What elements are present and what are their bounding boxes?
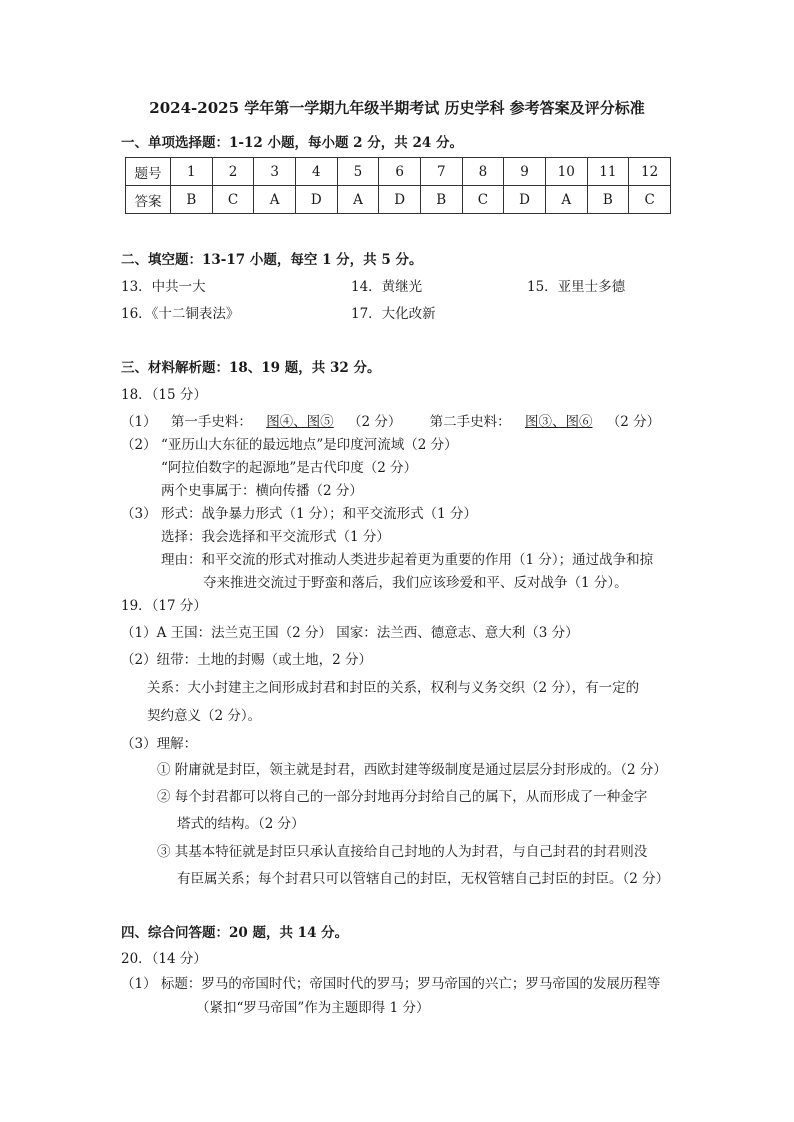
q19-part3: （3）理解： [121, 736, 198, 752]
q20-part1-line2: （紧扣“罗马帝国”作为主题即得 1 分） [196, 1000, 430, 1016]
q18-part3-line4: 夺来推进交流过于野蛮和落后，我们应该珍爱和平、反对战争（1 分）。 [203, 575, 628, 591]
q18-part3-line2: 选择：我会选择和平交流形式（1 分） [161, 529, 390, 545]
section2-heading: 二、填空题：13-17 小题，每空 1 分，共 5 分。 [121, 252, 423, 268]
table-cell: B [587, 186, 629, 214]
table-cell: C [462, 186, 504, 214]
table-cell: 6 [379, 158, 421, 186]
fill-answer-17: 17．大化改新 [351, 306, 436, 322]
table-cell: D [295, 186, 337, 214]
answer-table [125, 157, 671, 214]
q19-item2-line2: 塔式的结构。（2 分） [177, 816, 305, 832]
q19-part2-line2: 关系：大小封建主之间形成封君和封臣的关系，权利与义务交织（2 分），有一定的 [147, 680, 640, 696]
section1-heading: 一、单项选择题：1-12 小题，每小题 2 分，共 24 分。 [121, 135, 463, 151]
table-cell: 11 [587, 158, 629, 186]
q19-heading: 19．（17 分） [121, 598, 207, 614]
q18-part1 [121, 410, 660, 430]
q18-part3-line3: 理由：和平交流的形式对推动人类进步起着更为重要的作用（1 分）；通过战争和掠 [161, 552, 654, 568]
table-cell: B [171, 186, 213, 214]
section4-heading: 四、综合问答题：20 题，共 14 分。 [121, 925, 349, 941]
table-cell: 1 [171, 158, 213, 186]
primary-source-score: （2 分） [347, 414, 402, 430]
q19-part2-line3: 契约意义（2 分）。 [147, 708, 262, 724]
q18-part3-number: （3） [121, 506, 157, 522]
q19-item3-line1: ③ 其基本特征就是封臣只承认直接给自己封地的人为封君，与自己封君的封君则没 [157, 844, 648, 860]
table-header-cell: 答案 [126, 186, 171, 214]
table-cell: 12 [629, 158, 671, 186]
fill-answer-13: 13．中共一大 [121, 279, 206, 295]
fill-answer-16: 16．《十二铜表法》 [121, 306, 240, 322]
q18-part2-line1: “亚历山大东征的最远地点”是印度河流域（2 分） [161, 437, 458, 453]
q19-part2: （2）纽带：土地的封赐（或土地，2 分） [121, 652, 372, 668]
q19-item2-line1: ② 每个封君都可以将自己的一部分封地再分封给自己的属下，从而形成了一种金字 [157, 789, 648, 805]
q19-item3-line2: 有臣属关系；每个封君只可以管辖自己的封臣，无权管辖自己封臣的封臣。（2 分） [177, 871, 670, 887]
fill-answer-14: 14．黄继光 [351, 279, 423, 295]
q20-part1-line1: （1） 标题：罗马的帝国时代；帝国时代的罗马；罗马帝国的兴亡；罗马帝国的发展历程等 [121, 976, 661, 992]
table-cell: 3 [254, 158, 296, 186]
q19-part1: （1）A 王国：法兰克王国（2 分） 国家：法兰西、德意志、意大利（3 分） [121, 625, 579, 641]
part-number: （1） [121, 414, 157, 430]
table-cell: 7 [420, 158, 462, 186]
table-cell: 4 [295, 158, 337, 186]
primary-source-label: 第一手史料： [170, 414, 252, 430]
fill-answer-15: 15．亚里士多德 [527, 279, 626, 295]
q18-part3-line1: 形式：战争暴力形式（1 分）；和平交流形式（1 分） [161, 506, 478, 522]
secondary-source-label: 第二手史料： [429, 414, 511, 430]
table-row [126, 186, 671, 214]
table-cell: B [420, 186, 462, 214]
table-cell: C [212, 186, 254, 214]
secondary-source-score: （2 分） [606, 414, 661, 430]
table-cell: D [379, 186, 421, 214]
table-cell: A [337, 186, 379, 214]
table-cell: 2 [212, 158, 254, 186]
table-cell: D [504, 186, 546, 214]
primary-source-answer: 图④、图⑤ [266, 414, 334, 430]
q20-heading: 20．（14 分） [121, 951, 207, 967]
table-header-cell: 题号 [126, 158, 171, 186]
table-cell: 9 [504, 158, 546, 186]
table-cell: A [254, 186, 296, 214]
q18-part2-line2: “阿拉伯数字的起源地”是古代印度（2 分） [161, 460, 418, 476]
table-cell: 5 [337, 158, 379, 186]
q18-part2-number: （2） [121, 437, 157, 453]
q19-item1: ① 附庸就是封臣，领主就是封君，西欧封建等级制度是通过层层分封形成的。（2 分） [157, 762, 667, 778]
q18-heading: 18．（15 分） [121, 387, 207, 403]
table-cell: 8 [462, 158, 504, 186]
section3-heading: 三、材料解析题：18、19 题，共 32 分。 [121, 360, 381, 376]
table-cell: A [545, 186, 587, 214]
table-row [126, 158, 671, 186]
table-cell: 10 [545, 158, 587, 186]
page-title: 2024-2025 学年第一学期九年级半期考试 历史学科 参考答案及评分标准 [149, 99, 645, 117]
q18-part2-line3: 两个史事属于：横向传播（2 分） [161, 483, 363, 499]
table-cell: C [629, 186, 671, 214]
secondary-source-answer: 图③、图⑥ [524, 414, 593, 430]
